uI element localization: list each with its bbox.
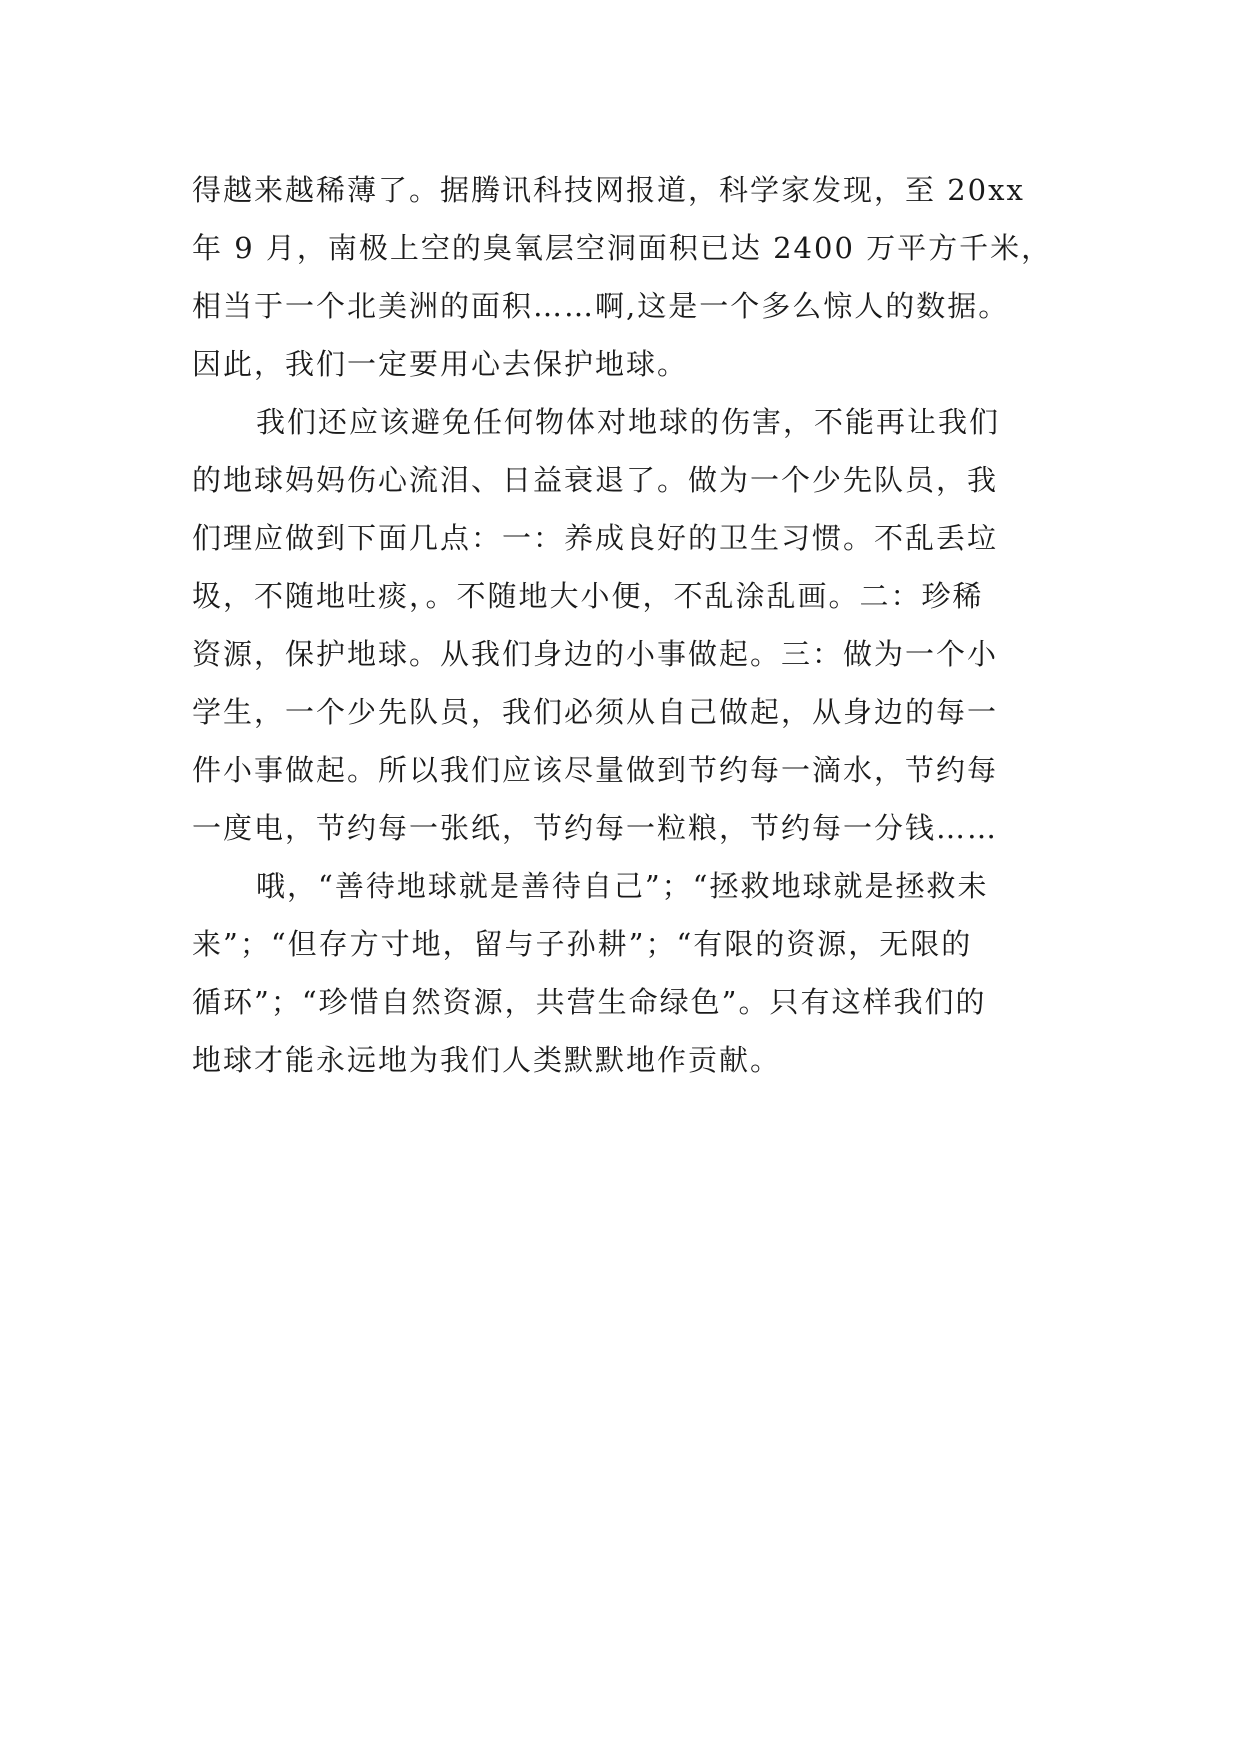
paragraph-first-line: 我们还应该避免任何物体对地球的伤害，不能再让我们 [256,405,1001,439]
text-line: 圾，不随地吐痰，。不随地大小便，不乱涂乱画。二：珍稀 [192,579,984,613]
document-body [192,161,1092,1089]
text-line: 一度电，节约每一张纸，节约每一粒粮，节约每一分钱…… [192,811,999,845]
text-line: 因此，我们一定要用心去保护地球。 [192,347,689,381]
text-line: 件小事做起。所以我们应该尽量做到节约每一滴水，节约每 [192,753,999,787]
text-line: 年 9 月，南极上空的臭氧层空洞面积已达 2400 万平方千米， [192,231,1053,265]
text-line: 的地球妈妈伤心流泪、日益衰退了。做为一个少先队员，我 [192,463,999,497]
text-line: 们理应做到下面几点：一：养成良好的卫生习惯。不乱丢垃 [192,521,999,555]
text-line: 相当于一个北美洲的面积……啊,这是一个多么惊人的数据。 [192,289,1010,323]
text-line: 得越来越稀薄了。据腾讯科技网报道，科学家发现，至 20xx [192,173,1025,207]
text-line: 学生，一个少先队员，我们必须从自己做起，从身边的每一 [192,695,999,729]
text-line: 地球才能永远地为我们人类默默地作贡献。 [192,1043,782,1077]
paragraph-first-line: 哦，“善待地球就是善待自己”；“拯救地球就是拯救未 [256,869,989,903]
text-line: 循环”；“珍惜自然资源，共营生命绿色”。只有这样我们的 [192,985,987,1019]
text-line: 来”；“但存方寸地，留与子孙耕”；“有限的资源，无限的 [192,927,973,961]
text-line: 资源，保护地球。从我们身边的小事做起。三：做为一个小 [192,637,999,671]
